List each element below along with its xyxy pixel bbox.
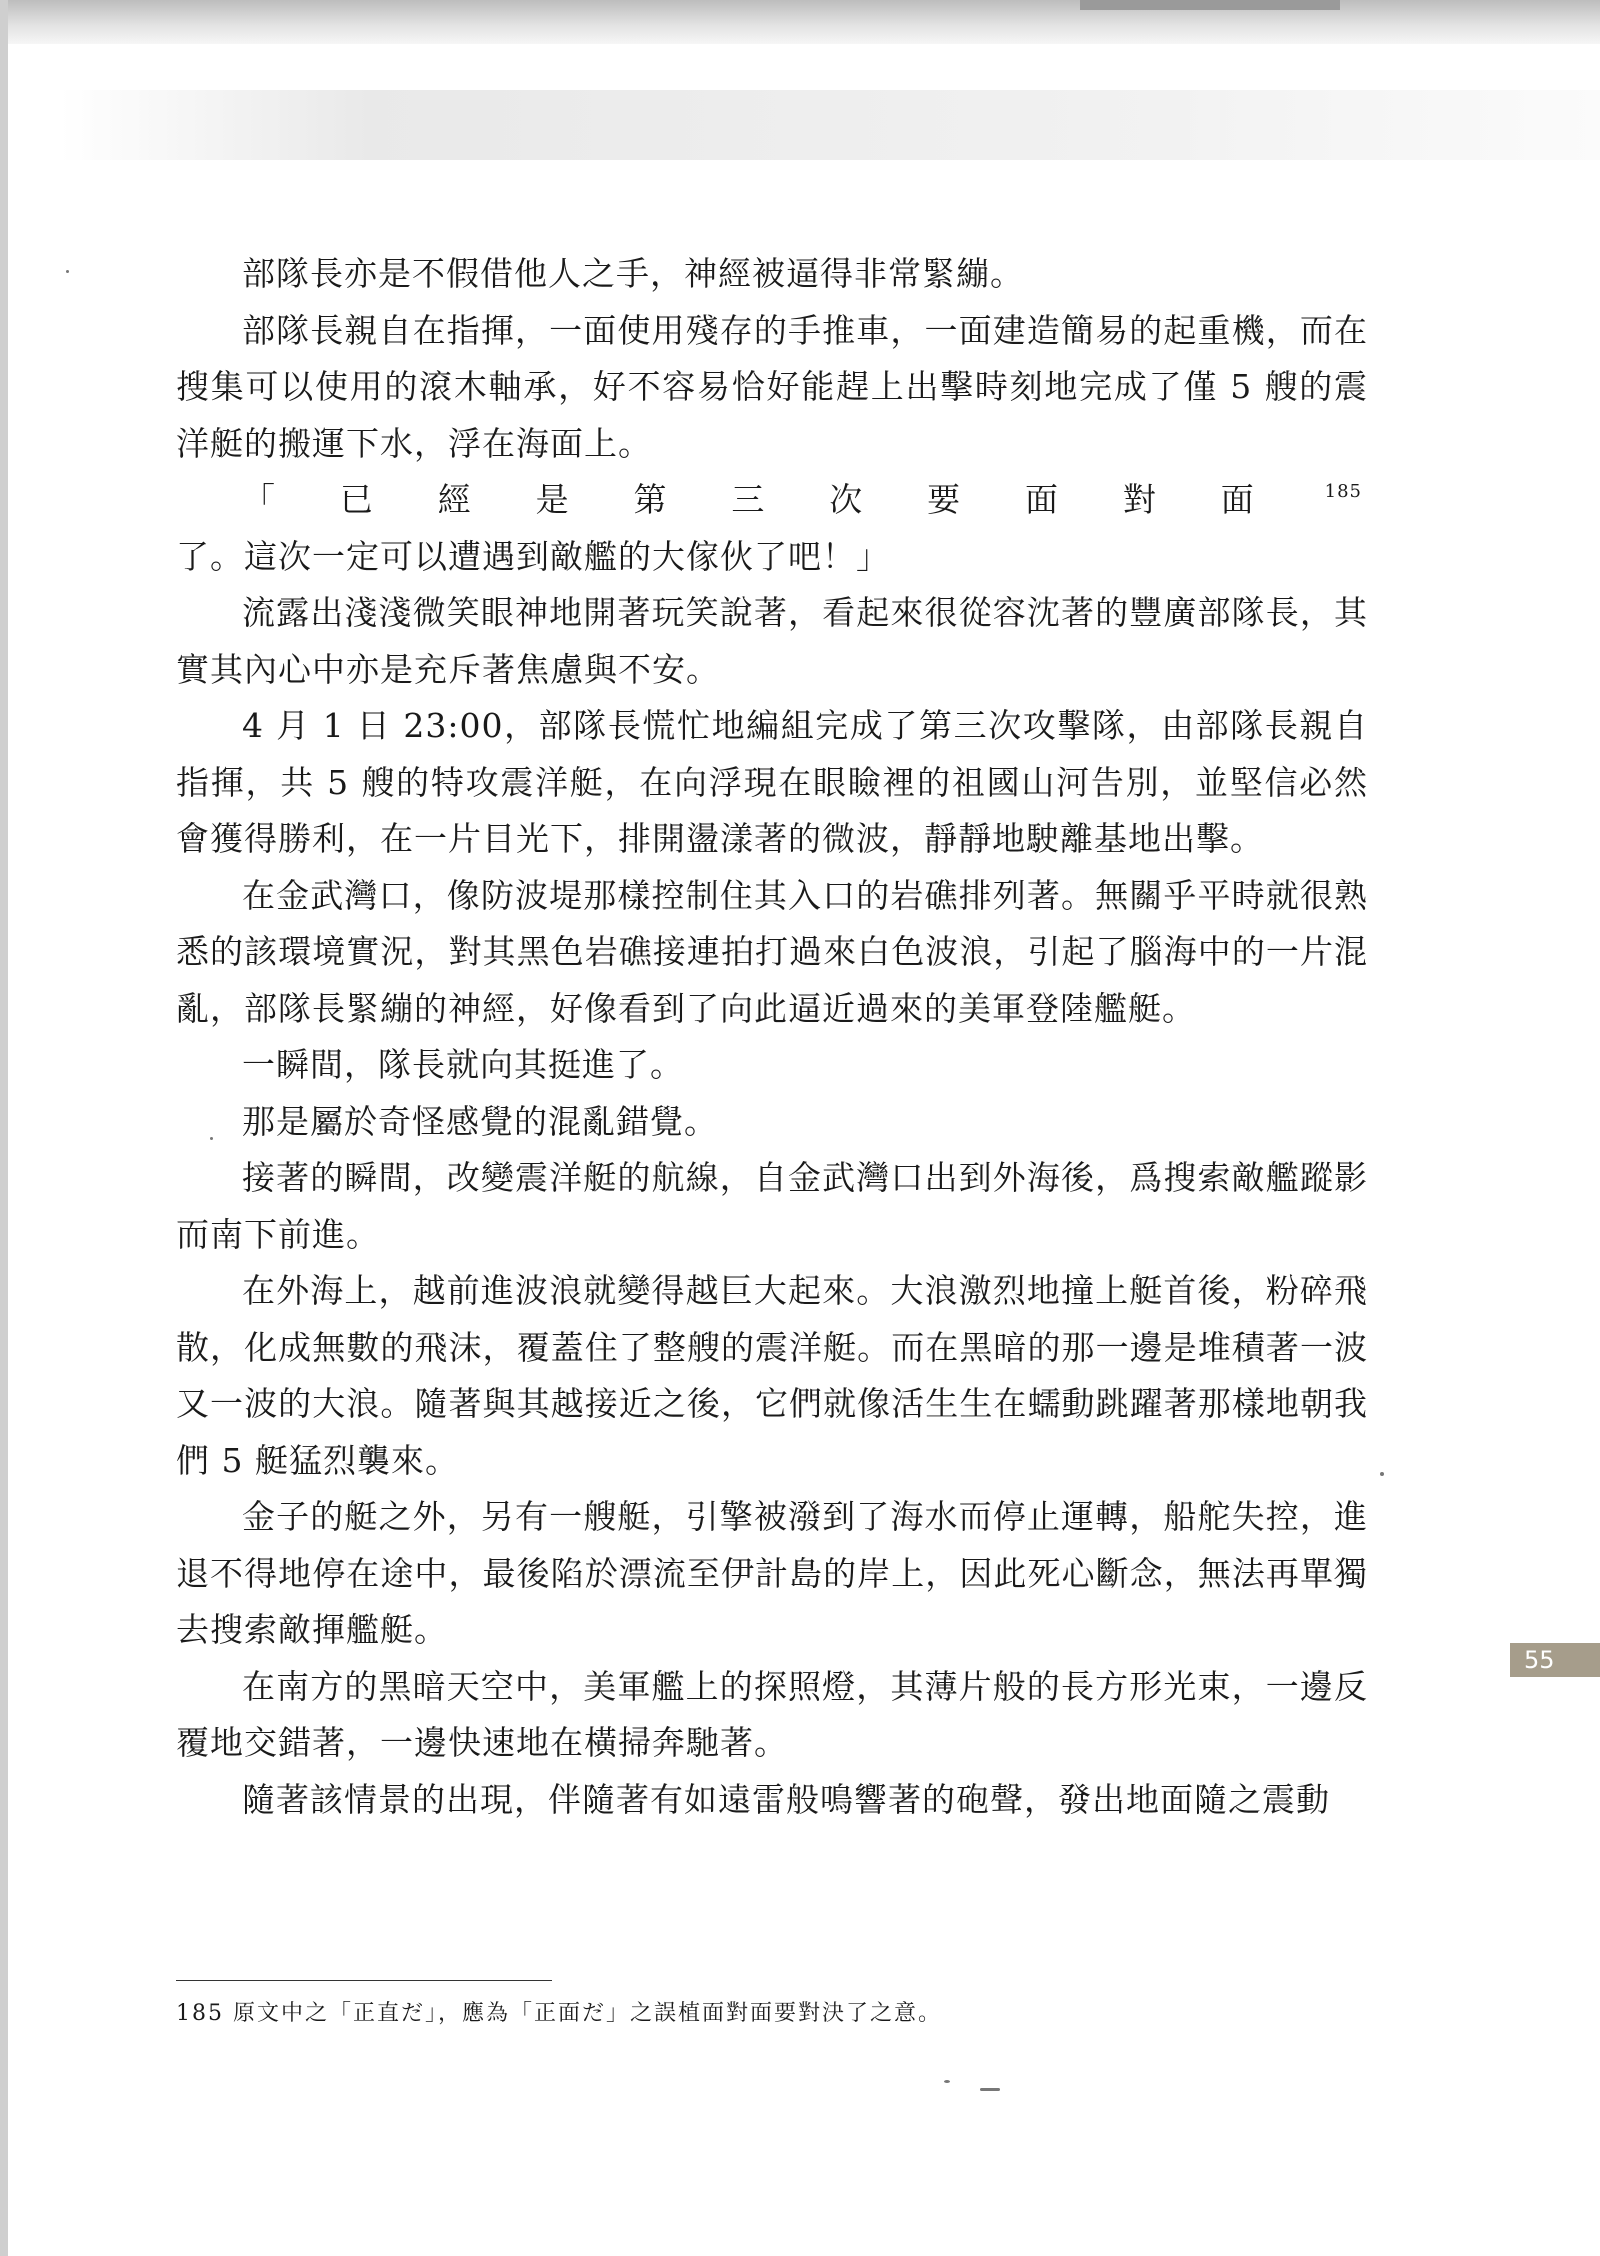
- scan-edge-left: [0, 0, 8, 2256]
- paragraph: 金子的艇之外，另有一艘艇，引擎被潑到了海水而停止運轉，船舵失控，進退不得地停在途中，最後陷於漂流至伊計島的岸上，因此死心斷念，無法再單獨去搜索敵揮艦艇。: [176, 1497, 1368, 1649]
- paragraph: 流露出淺淺微笑眼神地開著玩笑說著，看起來很從容沈著的豐廣部隊長，其實其內心中亦是充斥著焦慮與不安。: [176, 593, 1368, 689]
- header-band: [60, 90, 1600, 160]
- footnote-reference: 185: [1324, 481, 1362, 502]
- paragraph: 部隊長親自在指揮，一面使用殘存的手推車，一面建造簡易的起重機，而在搜集可以使用的滾木軸承，好不容易恰好能趕上出擊時刻地完成了僅 5 艘的震洋艇的搬運下水，浮在海面上。: [176, 310, 1368, 463]
- page-number: 55: [1510, 1643, 1600, 1677]
- footnote: 185 原文中之「正直だ」，應為「正面だ」之誤植面對面要對決了之意。: [176, 2001, 942, 2026]
- paragraph: [176, 472, 1368, 585]
- paragraph: 那是屬於奇怪感覺的混亂錯覺。: [242, 1101, 718, 1141]
- quote-text: 了。這次一定可以遭遇到敵艦的大傢伙了吧！」: [176, 536, 890, 576]
- paragraph: 接著的瞬間，改變震洋艇的航線，自金武灣口出到外海後，爲搜索敵艦蹤影而南下前進。: [176, 1158, 1368, 1254]
- paragraph: 隨著該情景的出現，伴隨著有如遠雷般鳴響著的砲聲，發出地面隨之震動: [242, 1779, 1330, 1819]
- scan-edge-top: [0, 0, 1600, 44]
- top-mark: [1080, 0, 1340, 10]
- paragraph: 在金武灣口，像防波堤那樣控制住其入口的岩礁排列著。無關乎平時就很熟悉的該環境實況，對其黑色岩礁接連拍打過來白色波浪，引起了腦海中的一片混亂，部隊長緊繃的神經，好像看到了向此逼近過來的美軍登陸艦艇。: [176, 875, 1368, 1028]
- paragraph: 一瞬間，隊長就向其挺進了。: [242, 1045, 684, 1084]
- body-text: [176, 246, 1368, 1828]
- scan-speck: [66, 270, 69, 273]
- scan-speck: [980, 2088, 1000, 2091]
- scan-speck: [1380, 1472, 1384, 1476]
- paragraph: 4 月 1 日 23:00，部隊長慌忙地編組完成了第三次攻擊隊，由部隊長親自指揮，共 5 艘的特攻震洋艇，在向浮現在眼瞼裡的祖國山河告別，並堅信必然會獲得勝利，在一片目光下，排開盪漾著的微波，靜靜地駛離基地出擊。: [176, 706, 1368, 858]
- paragraph: 部隊長亦是不假借他人之手，神經被逼得非常緊繃。: [242, 254, 1024, 293]
- quote-text: 「已經是第三次要面對面: [242, 480, 1319, 519]
- paragraph: 在外海上，越前進波浪就變得越巨大起來。大浪激烈地撞上艇首後，粉碎飛散，化成無數的飛沫，覆蓋住了整艘的震洋艇。而在黑暗的那一邊是堆積著一波又一波的大浪。隨著與其越接近之後，它們就像活生生在蠕動跳躍著那樣地朝我們 5 艇猛烈襲來。: [176, 1271, 1368, 1480]
- footnote-divider: [176, 1980, 552, 1981]
- scan-speck: [944, 2080, 950, 2083]
- scan-speck: [210, 1137, 213, 1140]
- paragraph: 在南方的黑暗天空中，美軍艦上的探照燈，其薄片般的長方形光束，一邊反覆地交錯著，一邊快速地在橫掃奔馳著。: [176, 1666, 1368, 1762]
